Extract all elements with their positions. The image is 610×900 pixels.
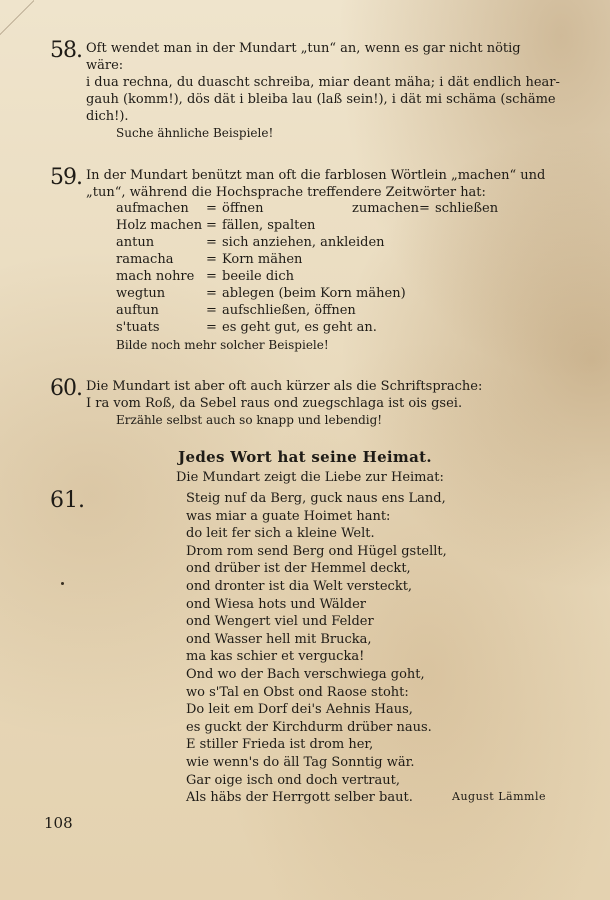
exercise-text: In der Mundart benützt man oft die farblosen Wörtlein „machen“ und	[86, 168, 546, 183]
section-title: Jedes Wort hat seine Heimat.	[178, 448, 432, 466]
poem-line: ond Wiesa hots und Wälder	[186, 596, 366, 612]
exercise-60	[50, 378, 588, 429]
margin-mark	[61, 582, 64, 585]
poem-intro: Die Mundart zeigt die Liebe zur Heimat:	[176, 470, 444, 485]
equals-sign: =	[419, 201, 430, 216]
dialect-word: antun	[116, 235, 155, 250]
poem-line: es guckt der Kirchdurm drüber naus.	[186, 719, 432, 735]
standard-word: schließen	[435, 201, 499, 216]
poem-line: Gar oige isch ond doch vertraut,	[186, 772, 400, 788]
poem-line: ond drüber ist der Hemmel deckt,	[186, 561, 411, 577]
table-row	[116, 269, 498, 286]
dialect-word: wegtun	[116, 286, 166, 301]
equals-sign: =	[206, 235, 217, 250]
dialect-word: s'tuats	[116, 320, 160, 335]
dialect-word: ramacha	[116, 252, 174, 267]
poem-line: ond dronter ist dia Welt versteckt,	[186, 578, 413, 594]
equals-sign: =	[206, 320, 217, 335]
equals-sign: =	[206, 286, 217, 301]
dialect-word: aufmachen	[116, 201, 189, 216]
poem-line: wo s'Tal en Obst ond Raose stoht:	[186, 684, 409, 700]
standard-word: es geht gut, es geht an.	[222, 320, 377, 335]
exercise-text: wäre:	[86, 58, 124, 73]
exercise-number: 58.	[50, 38, 82, 63]
exercise-number: 61.	[50, 488, 85, 513]
exercise-task: Bilde noch mehr solcher Beispiele!	[116, 338, 329, 352]
poem-line: Drom rom send Berg ond Hügel gstellt,	[186, 543, 447, 559]
dialect-word: auftun	[116, 303, 159, 318]
poem-line: Als häbs der Herrgott selber baut.	[186, 790, 413, 806]
standard-word: aufschließen, öffnen	[222, 303, 356, 318]
table-row	[116, 235, 498, 252]
exercise-text: „tun“, während die Hochsprache treffendere Zeitwörter hat:	[86, 185, 486, 200]
poem-line: ma kas schier et vergucka!	[186, 649, 365, 665]
word-pairs-table	[116, 201, 498, 337]
folded-corner	[0, 0, 34, 35]
exercise-text: Oft wendet man in der Mundart „tun“ an, wenn es gar nicht nötig	[86, 41, 521, 56]
exercise-number: 59.	[50, 165, 82, 190]
equals-sign: =	[206, 201, 217, 216]
standard-word: fällen, spalten	[222, 218, 316, 233]
table-row	[116, 320, 498, 337]
table-row	[116, 218, 498, 235]
poem-line: Do leit em Dorf dei's Aehnis Haus,	[186, 702, 413, 718]
equals-sign: =	[206, 303, 217, 318]
table-row	[116, 286, 498, 303]
standard-word: sich anziehen, ankleiden	[222, 235, 385, 250]
dialect-word: Holz machen	[116, 218, 203, 233]
poem-line: wie wenn's do äll Tag Sonntig wär.	[186, 754, 415, 770]
dialect-example: dich!).	[86, 109, 129, 124]
equals-sign: =	[206, 218, 217, 233]
exercise-text: Die Mundart ist aber oft auch kürzer als die Schriftsprache:	[86, 379, 483, 394]
exercise-task: Suche ähnliche Beispiele!	[116, 126, 274, 140]
table-row	[116, 201, 498, 218]
dialect-word: zumachen	[352, 201, 420, 216]
poem-line: do leit fer sich a kleine Welt.	[186, 526, 375, 542]
standard-word: beeile dich	[222, 269, 294, 284]
dialect-example: I ra vom Roß, da Sebel raus ond zuegschlaga ist ois gsei.	[86, 396, 463, 411]
equals-sign: =	[206, 269, 217, 284]
poem-line: ond Wasser hell mit Brucka,	[186, 631, 372, 647]
standard-word: Korn mähen	[222, 252, 303, 267]
poem-line: was miar a guate Hoimet hant:	[186, 508, 391, 524]
page-number: 108	[44, 814, 73, 832]
standard-word: öffnen	[222, 201, 264, 216]
table-row	[116, 252, 498, 269]
poem-author: August Lämmle	[452, 790, 546, 803]
dialect-example: i dua rechna, du duascht schreiba, miar deant mäha; i dät endlich hear-	[86, 75, 560, 90]
poem	[186, 490, 447, 807]
poem-line: Ond wo der Bach verschwiega goht,	[186, 666, 425, 682]
standard-word: ablegen (beim Korn mähen)	[222, 286, 406, 301]
poem-line: Steig nuf da Berg, guck naus ens Land,	[186, 491, 446, 506]
dialect-example: gauh (komm!), dös dät i bleiba lau (laß sein!), i dät mi schäma (schäme	[86, 92, 556, 107]
table-row	[116, 303, 498, 320]
poem-line: E stiller Frieda ist drom her,	[186, 737, 374, 753]
poem-line: ond Wengert viel und Felder	[186, 614, 374, 630]
exercise-58	[50, 40, 588, 142]
exercise-number: 60.	[50, 376, 82, 401]
exercise-task: Erzähle selbst auch so knapp und lebendig!	[116, 413, 383, 427]
equals-sign: =	[206, 252, 217, 267]
dialect-word: mach nohre	[116, 269, 195, 284]
exercise-59	[50, 167, 588, 354]
